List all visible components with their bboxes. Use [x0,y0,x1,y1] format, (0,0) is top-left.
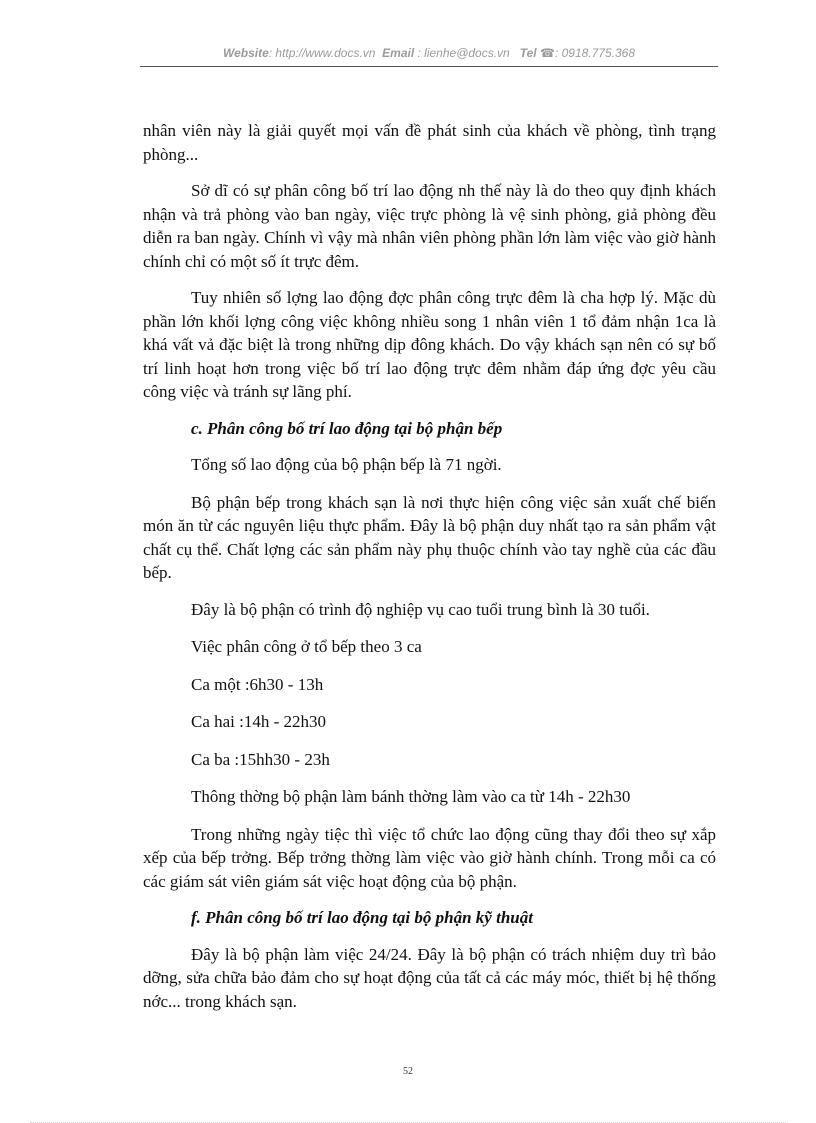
paragraph: Trong những ngày tiệc thì việc tổ chức lao động cũng thay đổi theo sự xắp xếp của bếp trởng. Bếp trởng thờng làm việc vào giờ hành chính. Trong mỗi ca có các giám sát viên giám sát việc hoạt động của bộ phận. [143,824,716,891]
paragraph: Thông thờng bộ phận làm bánh thờng làm vào ca từ 14h - 22h30 [191,787,631,806]
paragraph: Sở dĩ có sự phân công bố trí lao động nh thế này là do theo quy định khách nhận và trả phòng vào ban ngày, việc trực phòng là vệ sinh phòng, giả phòng đều diễn ra ban ngày. Chính vì vậy mà nhân viên phòng phần lớn làm việc vào giờ hành chính chỉ có một số ít trực đêm. [143,181,716,271]
tel-value: ☎: 0918.775.368 [540,46,636,60]
paragraph: nhân viên này là giải quyết mọi vấn đề phát sinh của khách về phòng, tình trạng phòng... [143,121,716,164]
document-body [143,119,716,1026]
paragraph: Tổng số lao động của bộ phận bếp là 71 ngời. [191,455,502,474]
header-divider [140,66,718,67]
page-number: 52 [403,1066,413,1077]
section-heading: c. Phân công bố trí lao động tại bộ phận bếp [191,418,503,438]
shift-line: Ca một :6h30 - 13h [191,674,324,694]
email-label: Email [382,46,415,60]
paragraph: Bộ phận bếp trong khách sạn là nơi thực hiện công việc sản xuất chế biến món ăn từ các nguyên liệu thực phẩm. Đây là bộ phận duy nhất tạo ra sản phẩm vật chất cụ thể. Chất lợng các sản phẩm này phụ thuộc chính vào tay nghề của các đầu bếp. [143,492,716,582]
paragraph: Việc phân công ở tổ bếp theo 3 ca [191,637,422,656]
page-header [140,46,718,60]
paragraph: Đây là bộ phận có trình độ nghiệp vụ cao tuổi trung bình là 30 tuổi. [191,599,650,619]
email-value: : lienhe@docs.vn [417,46,510,60]
paragraph: Tuy nhiên số lợng lao động đợc phân công trực đêm là cha hợp lý. Mặc dù phần lớn khối lợng công việc không nhiều song 1 nhân viên 1 tổ đảm nhận 1ca là khá vất vả đặc biệt là trong những dịp đông khách. Do vậy khách sạn nên có sự bố trí linh hoạt hơn trong việc bố trí lao động trực đêm nhằm đáp ứng đợc yêu cầu công việc và tránh sự lãng phí. [143,288,716,401]
website-label: Website [222,46,269,60]
shift-line: Ca hai :14h - 22h30 [191,712,327,731]
paragraph: Đây là bộ phận làm việc 24/24. Đây là bộ phận có trách nhiệm duy trì bảo dỡng, sửa chữa bảo đảm cho sự hoạt động của tất cả các máy móc, thiết bị hệ thống nớc... trong khách sạn. [143,944,716,1011]
tel-label: Tel [519,46,537,60]
section-heading: f. Phân công bố trí lao động tại bộ phận kỹ thuật [191,908,533,927]
website-value: : http://www.docs.vn [268,46,376,60]
shift-line: Ca ba :15hh30 - 23h [191,749,330,769]
